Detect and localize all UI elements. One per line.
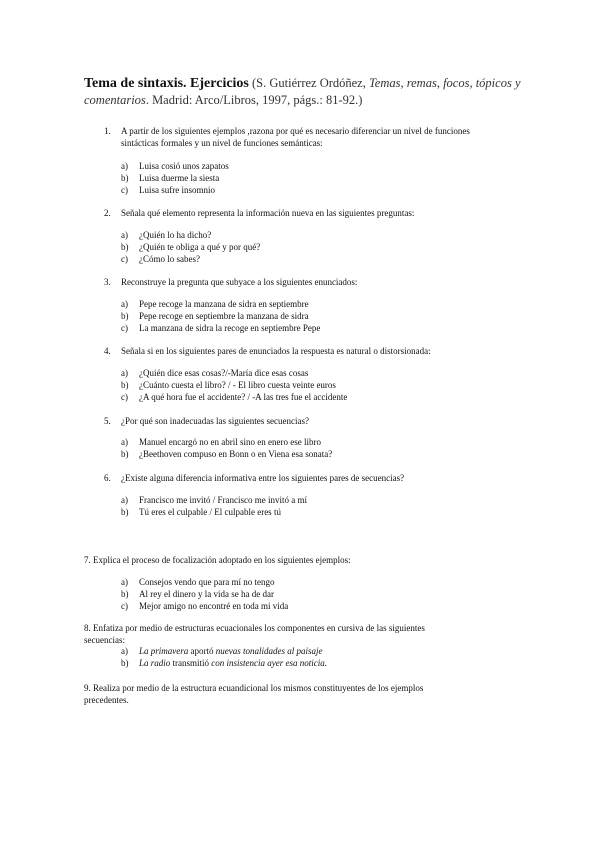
option-label: a) (121, 161, 128, 171)
option-label: a) (121, 646, 128, 656)
option-label: c) (121, 392, 128, 402)
citation-suffix: . Madrid: Arco/Libros, 1997, págs.: 81-92.) (145, 93, 363, 107)
option-text (139, 645, 323, 657)
option-text: Tú eres el culpable / El culpable eres tú (139, 507, 281, 517)
option-text: ¿Cómo lo sabes? (139, 254, 200, 264)
question-text: Señala qué elemento representa la información nueva en las siguientes preguntas: (121, 208, 415, 218)
question-2 (104, 207, 524, 219)
question-number: 1. (104, 126, 111, 136)
citation-book-title: Temas, remas, focos, tópicos y comentarios (84, 76, 521, 107)
option-text: ¿Quién lo ha dicho? (139, 230, 212, 240)
option-label: c) (121, 323, 128, 333)
question-number: 6. (104, 473, 111, 483)
question-text: ¿Existe alguna diferencia informativa entre los siguientes pares de secuencias? (121, 473, 405, 483)
option-label: b) (121, 658, 129, 668)
question-text: 9. Realiza por medio de la estructura ecuandicional los mismos constituyentes de los ejemplos precedentes. (84, 683, 424, 705)
option-text: ¿A qué hora fue el accidente? / -A las tres fue el accidente (139, 392, 348, 402)
question-text: ¿Por qué son inadecuadas las siguientes secuencias? (121, 416, 309, 426)
question-4 (104, 345, 524, 357)
option-label: b) (121, 311, 129, 321)
citation-prefix: (S. Gutiérrez Ordóñez, (248, 76, 369, 90)
question-number: 2. (104, 208, 111, 218)
plain-phrase: transmitió (170, 658, 212, 668)
question-5 (104, 415, 524, 427)
option-text: ¿Cuánto cuesta el libro? / - El libro cuesta veinte euros (139, 380, 336, 390)
option-text: ¿Beethoven compuso en Bonn o en Viena esa sonata? (139, 449, 333, 459)
option-label: a) (121, 230, 128, 240)
option-label: b) (121, 589, 129, 599)
question-number: 3. (104, 277, 111, 287)
question-text: 7. Explica el proceso de focalización adoptado en los siguientes ejemplos: (84, 555, 351, 565)
option-label: c) (121, 254, 128, 264)
question-9 (84, 682, 444, 706)
option-label: b) (121, 380, 129, 390)
option-text: Al rey el dinero y la vida se ha de dar (139, 589, 274, 599)
option-label: a) (121, 299, 128, 309)
option-text: Consejos vendo que para mí no tengo (139, 577, 275, 587)
question-text: 8. Enfatiza por medio de estructuras ecuacionales los componentes en cursiva de las siguientes secuencias: (84, 623, 425, 645)
question-text: Señala si en los siguientes pares de enunciados la respuesta es natural o distorsionada: (121, 346, 431, 356)
option-label: c) (121, 185, 128, 195)
option-text: Francisco me invitó / Francisco me invitó a mí (139, 495, 307, 505)
option-label: a) (121, 495, 128, 505)
question-8 (84, 622, 444, 646)
question-number: 4. (104, 346, 111, 356)
italic-phrase: nuevas tonalidades al paisaje (215, 646, 323, 656)
option-text (139, 657, 327, 669)
option-label: a) (121, 368, 128, 378)
option-text: La manzana de sidra la recoge en septiembre Pepe (139, 323, 321, 333)
option-text: Manuel encargó no en abril sino en enero ese libro (139, 437, 322, 447)
option-text: Luisa cosió unos zapatos (139, 161, 229, 171)
option-text: Luisa sufre insomnio (139, 185, 215, 195)
question-1 (104, 125, 524, 149)
italic-phrase: La primavera (139, 646, 189, 656)
plain-phrase: aportó (188, 646, 216, 656)
option-label: c) (121, 601, 128, 611)
option-label: b) (121, 173, 129, 183)
option-label: b) (121, 449, 129, 459)
option-text: Pepe recoge en septiembre la manzana de sidra (139, 311, 309, 321)
question-3 (104, 276, 524, 288)
option-label: a) (121, 437, 128, 447)
option-text: Mejor amigo no encontré en toda mi vida (139, 601, 289, 611)
option-text: ¿Quién te obliga a qué y por qué? (139, 242, 261, 252)
question-6 (104, 472, 524, 484)
option-label: b) (121, 242, 129, 252)
option-text: Pepe recoge la manzana de sidra en septiembre (139, 299, 309, 309)
option-label: b) (121, 507, 129, 517)
option-label: a) (121, 577, 128, 587)
option-text: Luisa duerme la siesta (139, 173, 220, 183)
document-title: Tema de sintaxis. Ejercicios (84, 76, 249, 91)
option-text: ¿Quién dice esas cosas?/-María dice esas cosas (139, 368, 309, 378)
question-text: Reconstruye la pregunta que subyace a los siguientes enunciados: (121, 277, 358, 287)
question-text: A partir de los siguientes ejemplos ,razona por qué es necesario diferenciar un nivel de funciones sintácticas formales y un nivel de funciones semánticas: (121, 126, 470, 148)
italic-phrase: La radio (139, 658, 171, 668)
document-header (84, 75, 524, 108)
italic-phrase: con insistencia ayer esa noticia. (211, 658, 327, 668)
question-number: 5. (104, 416, 111, 426)
question-7 (84, 554, 524, 566)
